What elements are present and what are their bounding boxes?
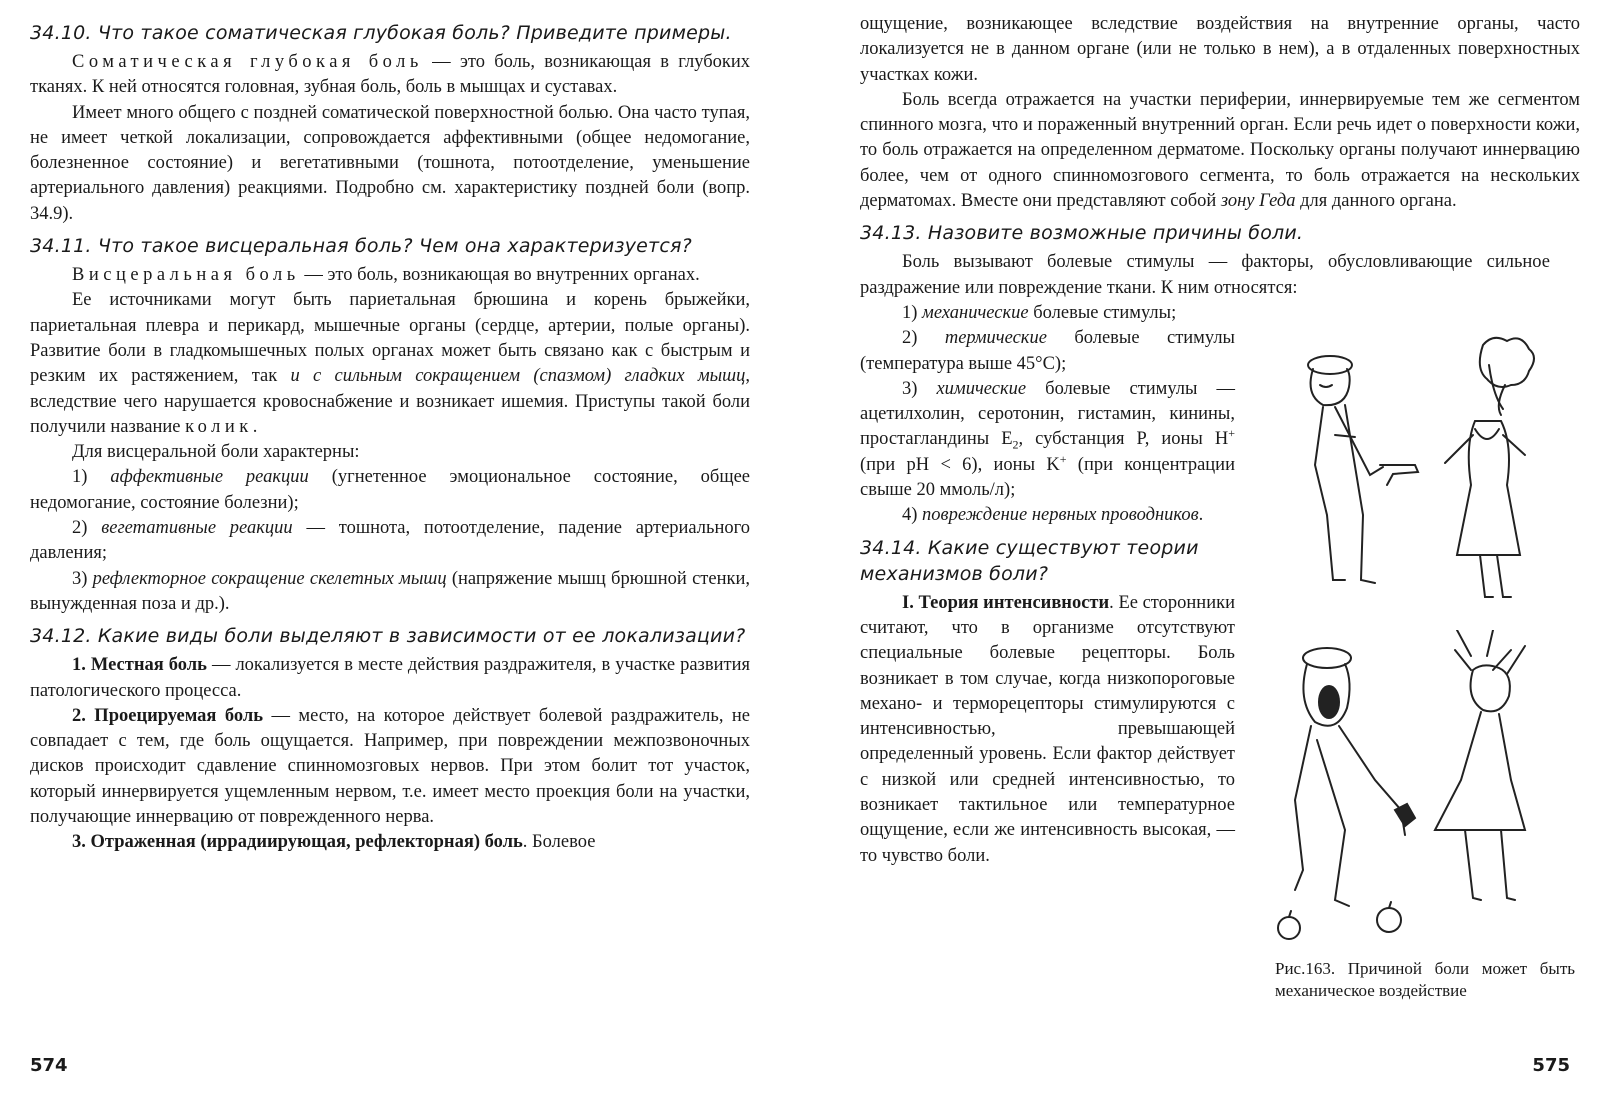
question-34-13-heading: 34.13. Назовите возможные причины боли. [860, 222, 1304, 245]
text: (при pH < 6), ионы K [860, 454, 1060, 475]
paragraph: Имеет много общего с поздней соматической поверхностной болью. Она часто тупая, не имеет четкой локализации, сопровождается аффективными (общее недомогание, болезненное состояние) и вегетативными (тошнота, потоотделение, уменьшение артериального давления) реакциями. Подробно см. характеристику поздней боли (вопр. 34.9). [30, 102, 750, 224]
question-34-12-heading: 34.12. Какие виды боли выделяют в зависимости от ее локализации? [30, 625, 746, 648]
text: Ее источниками могут быть париетальная брюшина и корень брыжейки, париетальная плевра и перикард, мышечные органы (сердце, артерии, полые органы). Развитие боли в гладкомышечных полых органах может быть связано как с быстрым и резким их растяжением, так [30, 290, 750, 387]
left-page [0, 0, 770, 1106]
superscript: + [1059, 451, 1067, 466]
text: 2) [72, 518, 102, 539]
text: — это боль, возникающая в глубоких тканях. К ней относятся головная, зубная боль, боль в мышцах и суставах. [30, 52, 750, 98]
cartoon-gunman-icon [1275, 325, 1575, 605]
text: для данного органа. [1295, 191, 1457, 212]
text: , вследствие чего нарушается кровоснабжение и возникает ишемия. Приступы такой боли получили название [30, 366, 750, 437]
text: , субстанция P, ионы H [1018, 429, 1229, 450]
text: — место, на которое действует болевой раздражитель, не совпадает с тем, где боль ощущается. Например, при повреждении межпозвоночных дисков происходит сдавление спинномозговых нервов. При этом болит тот участок, который иннервируется ущемленным нервом, т.е. имеет место проекция боли на участки, получающие иннервацию от поврежденного нерва. [30, 705, 750, 828]
question-34-10-heading: 34.10. Что такое соматическая глубокая боль? Приведите примеры. [30, 22, 732, 44]
text: . [252, 416, 258, 437]
text: 3) [902, 378, 937, 399]
paragraph [30, 263, 750, 288]
text: (угнетенное эмоциональное состояние, общее недомогание, состояние болезни); [30, 467, 750, 513]
italic-text: механические [922, 302, 1029, 323]
list-item [860, 301, 1235, 326]
cartoon-apple-icon [1275, 630, 1575, 950]
text: — это боль, возникающая во внутренних органах. [299, 265, 700, 286]
list-item [860, 503, 1235, 528]
text: 3) [72, 568, 93, 589]
text: 1) [902, 302, 923, 323]
paragraph: ощущение, возникающее вследствие воздействия на внутренние органы, часто локализуется не в данном органе (или не только в нем), а в отдаленных поверхностных участках кожи. [860, 14, 1580, 85]
text: болевые стимулы — ацетилхолин, серотонин, гистамин, кинины, простагландины E [860, 378, 1235, 450]
text: — тошнота, потоотделение, падение артериального давления; [30, 518, 751, 564]
text: 4) [902, 505, 923, 526]
italic-text: аффективные реакции [110, 467, 309, 488]
text: 2) [902, 328, 945, 349]
text: Боль всегда отражается на участки периферии, иннервируемые тем же сегментом спинного мозга, что и пораженный внутренний орган. Если речь идет о поверхности кожи, то боль отражается на определенном дерматоме. Поскольку органы получают иннервацию более, чем от одного спинномозгового сегмента, то боль отражается на нескольких дерматомах. Вместе они представляют собой [860, 89, 1580, 212]
paragraph [30, 50, 750, 101]
text: . [1198, 505, 1204, 526]
text: (напряжение мышц брюшной стенки, вынужденная поза и др.). [30, 568, 750, 614]
term: Висцеральная боль [72, 265, 300, 286]
text: . Болевое [522, 832, 596, 853]
list-item [860, 377, 1235, 503]
figure-caption: Рис.163. Причиной боли может быть механическое воздействие [1275, 959, 1575, 1000]
right-page [820, 0, 1600, 1106]
cartoon-illustration-top [1275, 325, 1575, 605]
italic-text: химические [936, 378, 1027, 399]
superscript: + [1228, 426, 1235, 441]
text: болевые стимулы (температура выше 45°С); [860, 328, 1235, 374]
bold-term: 2. Проецируемая боль [72, 705, 264, 726]
italic-text: вегетативные реакции [101, 518, 293, 539]
paragraph: Боль вызывают болевые стимулы — факторы, обусловливающие сильное раздражение или повреждение ткани. К ним относятся: [860, 252, 1550, 298]
causes-list [860, 301, 1235, 869]
question-34-14-heading: 34.14. Какие существуют теории механизмов боли? [860, 536, 1199, 585]
question-34-11-heading: 34.11. Что такое висцеральная боль? Чем она характеризуется? [30, 235, 692, 258]
text: (при концентрации свыше 20 ммоль/л); [860, 454, 1235, 501]
page-number: 575 [1532, 1055, 1570, 1076]
subscript: 2 [1012, 438, 1019, 453]
list-item [30, 567, 750, 618]
bold-term: I. Теория интенсивности [902, 592, 1110, 613]
term: колик [185, 416, 253, 437]
italic-text: термические [944, 328, 1047, 349]
list-item [30, 516, 750, 567]
text: — локализуется в месте действия раздражителя, в участке развития патологического процесса. [30, 655, 750, 701]
text: 1) [72, 467, 111, 488]
italic-text: и с сильным сокращением (спазмом) гладких мышц [290, 366, 746, 387]
list-item [30, 830, 750, 855]
paragraph [860, 88, 1580, 214]
list-item [30, 465, 750, 516]
bold-term: 1. Местная боль [72, 655, 207, 676]
paragraph [30, 288, 750, 440]
cartoon-illustration-bottom [1275, 630, 1575, 950]
paragraph: Для висцеральной боли характерны: [72, 442, 360, 463]
text: . Ее сторонники считают, что в организме отсутствуют специальные болевые рецепторы. Боль возникает в том случае, когда низкопороговые механо- и терморецепторы стимулируются с интенсивностью, превышающей определенный уровень. Если фактор действует с низкой или средней интенсивностью, то возникает тактильное или температурное ощущение, если же интенсивность высокая, — то чувство боли. [860, 592, 1235, 866]
list-item [860, 326, 1235, 377]
paragraph [860, 591, 1235, 869]
list-item [30, 704, 750, 830]
bold-term: 3. Отраженная (иррадиирующая, рефлекторная) боль [72, 832, 523, 853]
italic-text: рефлекторное сокращение скелетных мышц [92, 568, 447, 589]
term: Соматическая глубокая боль [72, 52, 423, 72]
list-item [30, 653, 750, 704]
text: болевые стимулы; [1028, 302, 1177, 323]
italic-text: повреждение нервных проводников [922, 505, 1199, 526]
italic-text: зону Геда [1220, 191, 1296, 212]
page-number: 574 [30, 1055, 68, 1076]
